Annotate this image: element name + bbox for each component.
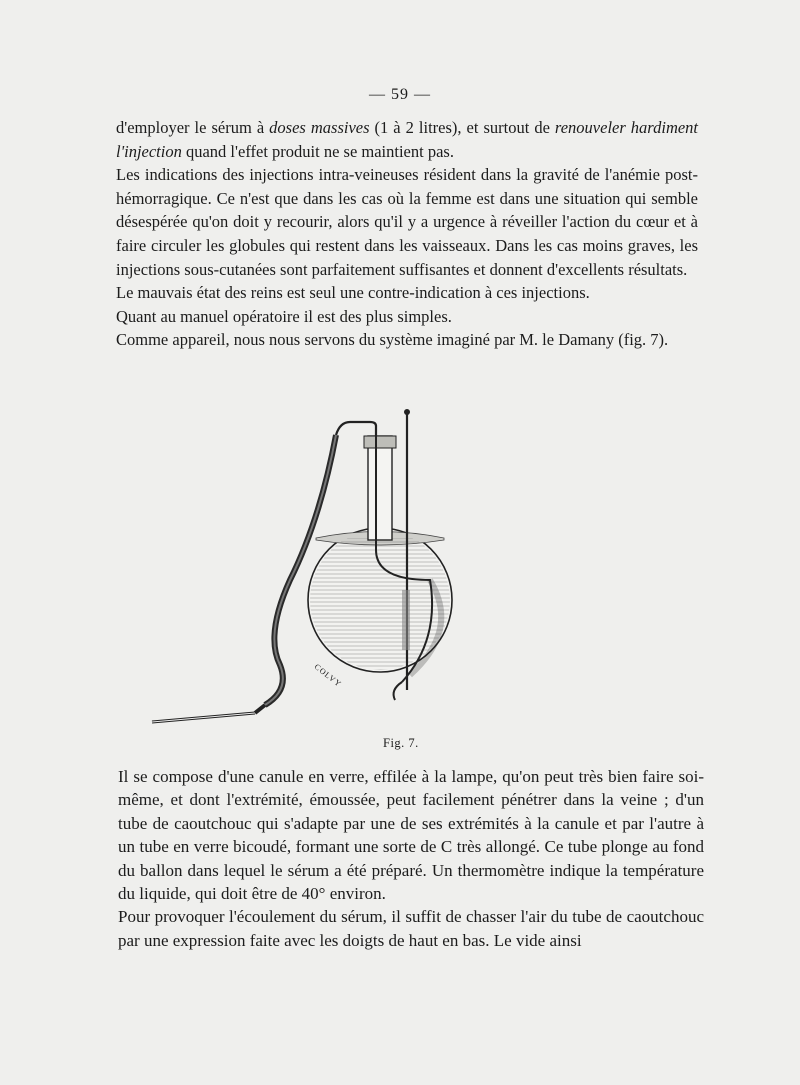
paragraph-appareil: Comme appareil, nous nous servons du système imaginé par M. le Damany (fig. 7). [116,330,669,350]
glass-canula [152,705,265,722]
paragraph-indications: Les indications des injections intra-veineuses résident dans la gravité de l'anémie post-hémorragique. Ce n'est que dans les cas où la femme est dans une situation qui semble désespérée qu'on doit y recourir, alors qu'il y a urgence à réveiller l'action du cœur et à faire circuler les globules qui restent dans les vaisseaux. Dans les cas moins graves, les injections sous-cutanées sont parfaitement suffisantes et donnent d'excellents résultats. [116,165,698,279]
page-number: — 59 — [369,86,431,103]
figure-caption: Fig. 7. [383,736,419,750]
paragraph-manuel-operatoire: Quant au manuel opératoire il est des plus simples. [116,306,452,326]
flask-apparatus-illustration [140,400,580,740]
flask [305,409,455,700]
paragraph-ecoulement: Pour provoquer l'écoulement du sérum, il suffit de chasser l'air du tube de caoutchouc par une expression faite avec les doigts de haut en bas. Le vide ainsi [118,907,704,950]
lower-text-block [118,765,704,952]
paragraph-serum-doses: d'employer le sérum à doses massives (1 à 2 litres), et surtout de renouveler hardiment l'injection quand l'effet produit ne se maintient pas. [116,118,699,161]
paragraph-contre-indication: Le mauvais état des reins est seul une contre-indication à ces injections. [116,283,590,303]
upper-text-block [116,116,698,352]
paragraph-composition: Il se compose d'une canule en verre, effilée à la lampe, qu'on peut très bien faire soi-même, et dont l'extrémité, émoussée, peut facilement pénétrer dans la veine ; d'un tube de caoutchouc qui s'adapte par une de ses extrémités à la canule et par l'autre à un tube en verre bicoudé, formant une sorte de C très allongé. Ce tube plonge au fond du ballon dans lequel le sérum a été préparé. Un thermomètre indique la température du liquide, qui doit être de 40° environ. [118,767,704,904]
emphasis-renouveler: renouveler hardiment l'injection [116,118,699,161]
emphasis-doses-massives: doses massives [269,118,370,137]
artist-signature: COLVY [312,662,344,689]
